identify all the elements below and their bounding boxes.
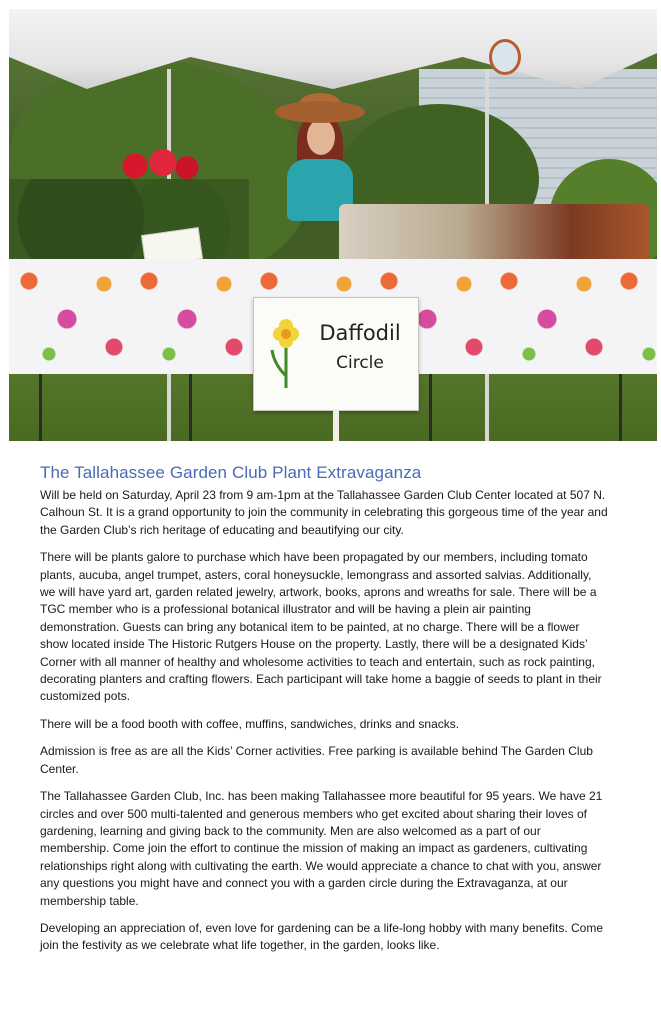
paragraph-plants-and-activities: There will be plants galore to purchase which have been propagated by our members, including tomato plants, aucuba, angel trumpet, asters, coral honeysuckle, lemongrass and assorted salvias. Additionally, we will have yard art, garden related jewelry, artwork, books, aprons and wreaths for sale. There will be a TGC member who is a professional botanical illustrator and will be having a plein air painting demonstration. Guests can bring any botanical item to be painted, at no charge. There will be a flower show located inside The Historic Rutgers House on the property. Lastly, there will be a designated Kids’ Corner with all manner of healthy and wholesome activities to teach and entertain, such as rock painting, decorating planters and crafting flowers. Each participant will take home a baggie of seeds to plant in their customized pots. — [40, 550, 602, 704]
hat-brim — [275, 101, 365, 123]
sign-text — [306, 318, 414, 378]
vendor-face — [307, 119, 335, 155]
paragraph-admission: Admission is free as are all the Kids’ Corner activities. Free parking is available behind The Garden Club Center. — [40, 744, 593, 776]
paragraph-event-details: Will be held on Saturday, April 23 from 9 am-1pm at the Tallahassee Garden Club Center located at 507 N. Calhoun St. It is a grand opportunity to join the community in celebrating this gorgeous time of the year and the Garden Club’s rich heritage of educating and beautifying our city. — [40, 488, 608, 537]
daffodil-circle-sign — [253, 297, 419, 411]
paragraph-club-history: The Tallahassee Garden Club, Inc. has been making Tallahassee more beautiful for 95 years. We have 21 circles and over 500 multi-talented and generous members who get excited about sharing their loves of gardening, learning and giving back to the community. Men are also welcomed as a part of our membership. Come join the effort to continue the mission of making an impact as gardeners, cultivating relationships right along with cultivating the earth. We would appreciate a chance to chat with you, answer any questions you might have and connect you with a garden circle during the Extravaganza, at our membership table. — [40, 789, 603, 908]
sign-line-1: Daffodil — [319, 321, 401, 345]
article — [40, 461, 610, 955]
sign-line-2: Circle — [336, 353, 384, 373]
paragraph-closing: Developing an appreciation of, even love for gardening can be a life-long hobby with many benefits. Come join the festivity as we celebrate what life together, in the garden, looks like. — [40, 920, 604, 953]
daffodil-icon — [266, 316, 306, 388]
table-leg — [619, 374, 622, 441]
garden-club-booth-photo — [9, 9, 657, 441]
article-title: The Tallahassee Garden Club Plant Extravaganza — [40, 463, 422, 482]
sign-stake — [333, 409, 339, 441]
red-flowers — [119, 149, 199, 183]
tent-canopy — [9, 9, 657, 89]
hanging-ornament — [489, 39, 521, 75]
table-leg — [189, 374, 192, 441]
table-leg — [39, 374, 42, 441]
table-leg — [429, 374, 432, 441]
paragraph-food-booth: There will be a food booth with coffee, muffins, sandwiches, drinks and snacks. — [40, 716, 460, 731]
